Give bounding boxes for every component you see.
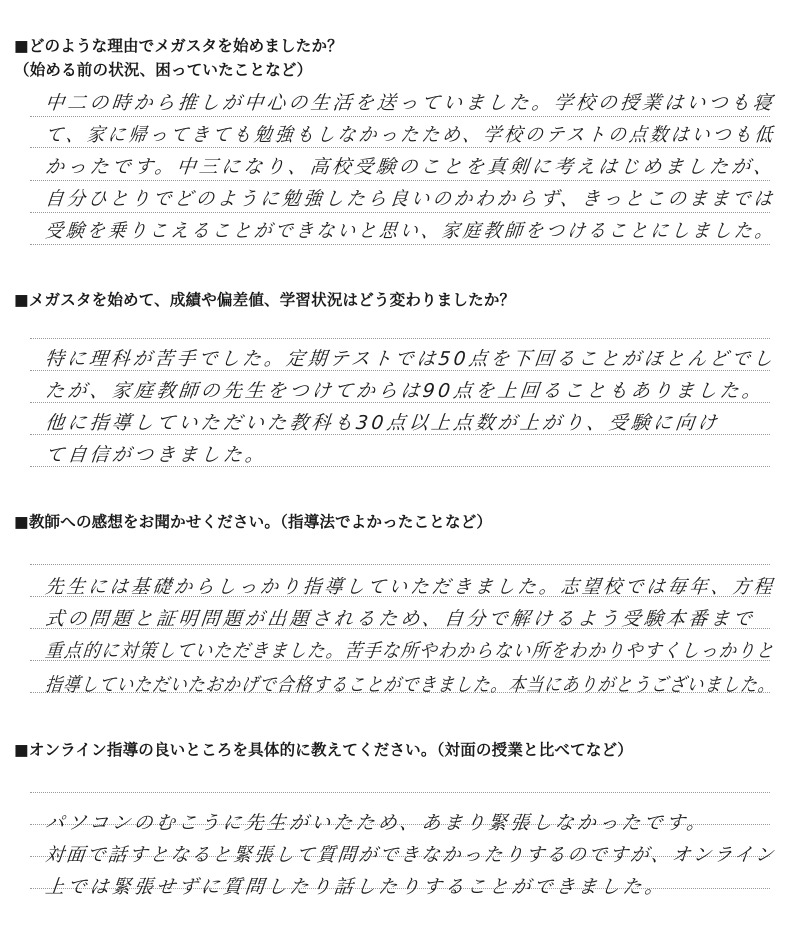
handwritten-line: 受験を乗りこえることができないと思い、家庭教師をつけることにしました。 [44, 220, 777, 242]
ruled-line [30, 338, 770, 339]
ruled-line [30, 792, 770, 793]
handwritten-line: て自信がつきました。 [44, 444, 269, 466]
handwritten-line: 重点的に対策していただきました。苦手な所やわからない所をわかりやすくしっかりと [44, 640, 776, 662]
handwritten-line: 他に指導していただいた教科も30点以上点数が上がり、受験に向け [44, 412, 721, 434]
handwritten-line: パソコンのむこうに先生がいたため、あまり緊張しなかったです。 [44, 812, 710, 834]
question-online-merits: ■オンライン指導の良いところを具体的に教えてください。（対面の授業と比べてなど） [14, 740, 633, 759]
handwritten-line: 中二の時から推しが中心の生活を送っていました。学校の授業はいつも寝 [44, 92, 777, 114]
ruled-line [30, 244, 770, 245]
handwritten-line: たが、家庭教師の先生をつけてからは90点を上回ることもありました。 [44, 380, 766, 402]
question-results: ■メガスタを始めて、成績や偏差値、学習状況はどう変わりましたか？ [14, 290, 516, 309]
ruled-line [30, 147, 770, 148]
handwritten-line: て、家に帰ってきても勉強もしなかったため、学校のテストの点数はいつも低 [44, 124, 777, 146]
ruled-line [30, 116, 770, 117]
question-teacher-feedback: ■教師への感想をお聞かせください。（指導法でよかったことなど） [14, 512, 493, 531]
handwritten-line: 対面で話すとなると緊張して質問ができなかったりするのですが、オンライン [44, 844, 777, 866]
question-reason-sub: （始める前の状況、困っていたことなど） [14, 60, 313, 79]
question-reason: ■どのような理由でメガスタを始めましたか？ [14, 36, 343, 55]
handwritten-line: 先生には基礎からしっかり指導していただきました。志望校では毎年、方程 [44, 576, 777, 598]
handwritten-line: かったです。中三になり、高校受験のことを真剣に考えはじめましたが、 [44, 156, 777, 178]
ruled-line [30, 180, 770, 181]
handwritten-line: 上では緊張せずに質問したり話したりすることができました。 [44, 876, 669, 898]
handwritten-line: 指導していただいたおかげで合格することができました。本当にありがとうございました。 [44, 674, 777, 696]
handwritten-line: 自分ひとりでどのように勉強したら良いのかわからず、きっとこのままでは [44, 188, 777, 210]
handwritten-line: 特に理科が苦手でした。定期テストでは50点を下回ることがほとんどでし [44, 348, 777, 370]
handwritten-line: 式の問題と証明問題が出題されるため、自分で解けるよう受験本番まで [44, 608, 757, 630]
ruled-line [30, 564, 770, 565]
ruled-line [30, 212, 770, 213]
